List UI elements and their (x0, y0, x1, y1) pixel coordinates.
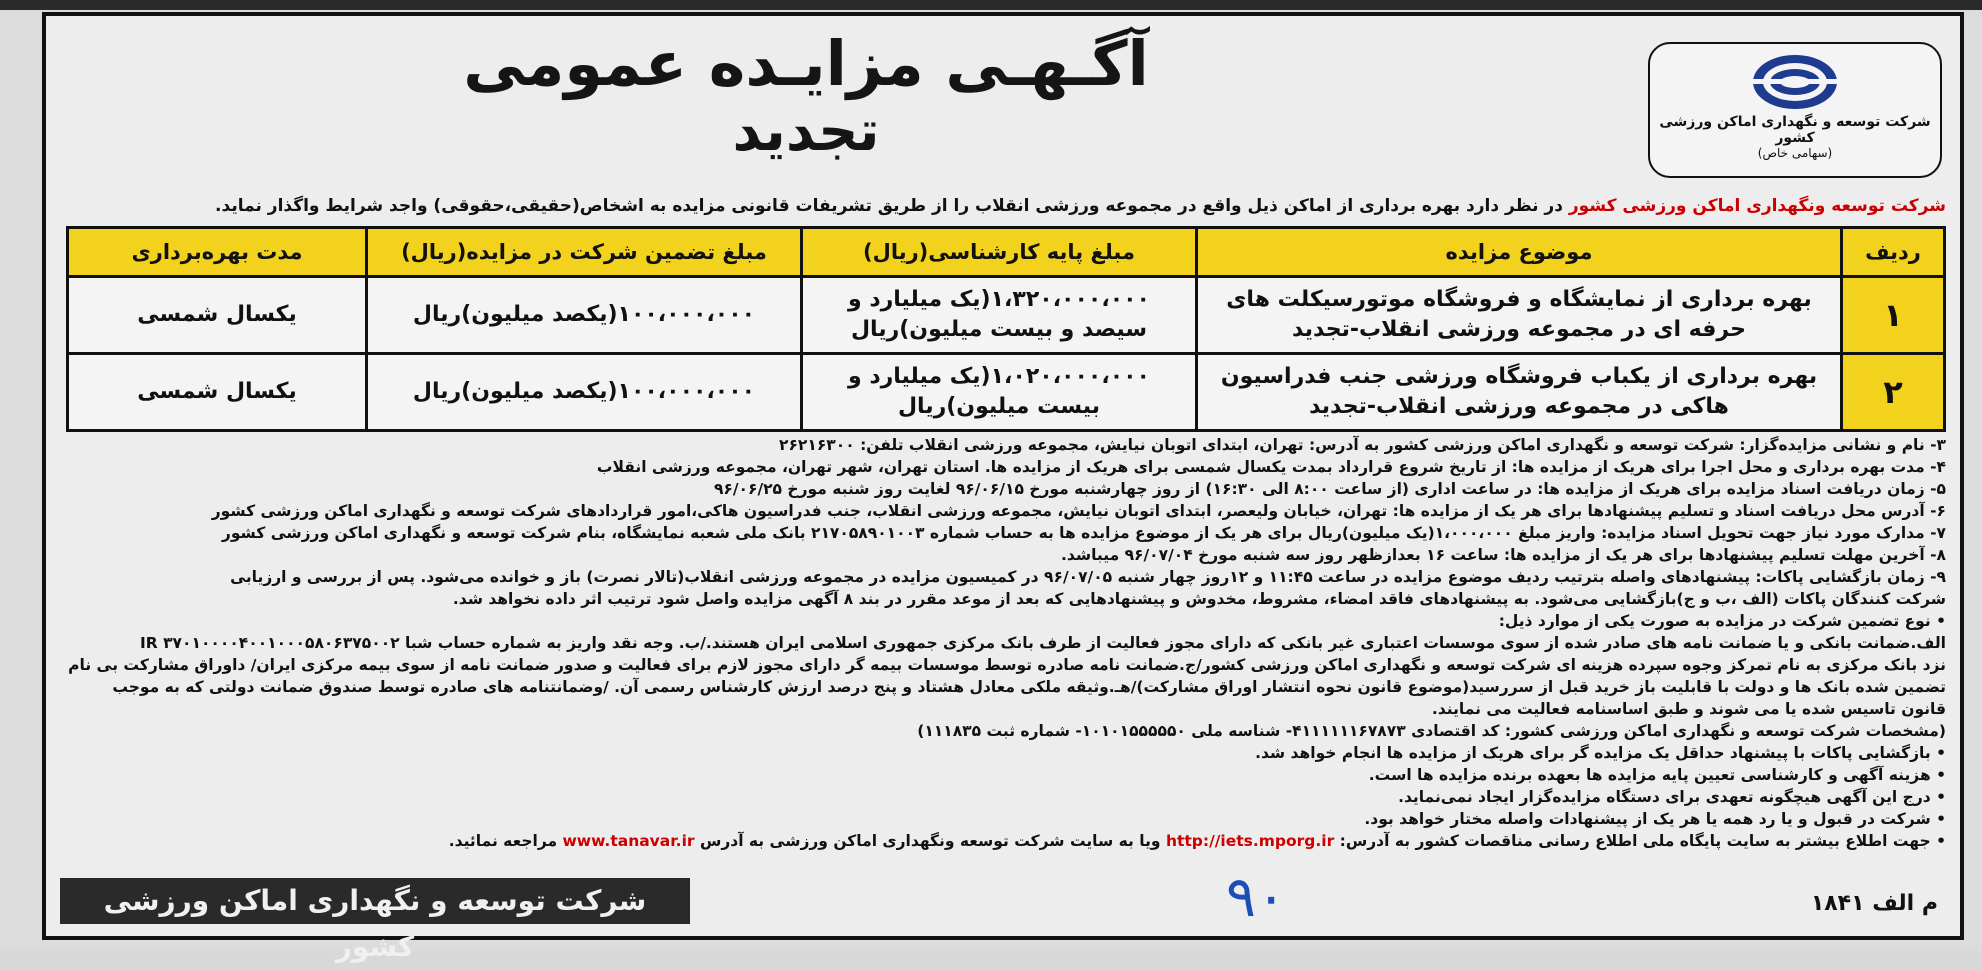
note-item: ۳- نام و نشانی مزایده‌گزار: شرکت توسعه و نگهداری اماکن ورزشی کشور به آدرس: تهران، ابتدای اتوبان نیایش، مجموعه ورزشی انقلاب تلفن: ۲۶۲۱۶۳۰۰ (779, 436, 1946, 454)
auction-table (66, 226, 1946, 432)
website-note-pre: • جهت اطلاع بیشتر به سایت پایگاه ملی اطلاع رسانی مناقصات کشور به آدرس: (1339, 832, 1946, 850)
website-note-mid: ویا به سایت شرکت توسعه ونگهداری اماکن ورزشی به آدرس (699, 832, 1161, 850)
ad-title (426, 26, 1186, 162)
note-item: تضمین شده بانک ها و دولت با قابلیت باز خرید قبل از سررسید(موضوع قانون نحوه انتشار اوراق مشارکت)/هـ.وثیقه ملکی معادل هشتاد و پنج درصد ارزش کارشناس رسمی آن. /وضمانتنامه های صادره توسط صندوق ضمانت دولتی که به موجب (112, 678, 1946, 696)
row-subject: بهره برداری از یکباب فروشگاه ورزشی جنب فدراسیون هاکی در مجموعه ورزشی انقلاب-تجدید (1197, 354, 1842, 431)
row-subject: بهره برداری از نمایشگاه و فروشگاه موتورسیکلت های حرفه ای در مجموعه ورزشی انقلاب-تجدید (1197, 277, 1842, 354)
title-main: آگـهـی مزایـده عمومی (463, 27, 1149, 100)
intro-org: شرکت توسعه ونگهداری اماکن ورزشی کشور (1568, 196, 1946, 216)
website-note (66, 830, 1946, 852)
conditions-list (66, 434, 1946, 852)
note-item: • شرکت در قبول و یا رد همه یا هر یک از پیشنهادات واصله مختار خواهد بود. (1364, 810, 1946, 828)
note-item: ۸- آخرین مهلت تسلیم پیشنهادها برای هر یک از مزایده ها: ساعت ۱۶ بعدازظهر روز سه شنبه مورخ ۹۶/۰۷/۰۴ میباشد. (1061, 546, 1946, 564)
note-item: • بازگشایی پاکات با پیشنهاد حداقل یک مزایده گر برای هریک از مزایده ها انجام خواهد شد. (1255, 744, 1946, 762)
note-item: • نوع تضمین شرکت در مزایده به صورت یکی از موارد ذیل: (1498, 612, 1946, 630)
col-deposit: مبلغ تضمین شرکت در مزایده(ریال) (367, 228, 802, 277)
note-item: نزد بانک مرکزی به نام تمرکز وجوه سپرده هزینه ای شرکت توسعه و نگهداری اماکن ورزشی کشور/ج.ضمانت نامه صادره توسط موسسات بیمه گر دارای مجوز لازم برای فعالیت و صدور ضمانت نامه از سوی بیمه مرکزی ایران/ داوراق مشارکت بی نام (68, 656, 1946, 674)
col-duration: مدت بهره‌برداری (68, 228, 367, 277)
intro-text: در نظر دارد بهره برداری از اماکن ذیل واقع در مجموعه ورزشی انقلاب را از طریق تشریفات قانونی مزایده به اشخاص(حقیقی،حقوقی) واجد شرایط واگذار نماید. (215, 196, 1563, 216)
note-item: ۵- زمان دریافت اسناد مزایده برای هریک از مزایده ها: در ساعت اداری (از ساعت ۸:۰۰ الی ۱۶:۳۰) از روز چهارشنبه مورخ ۹۶/۰۶/۱۵ لغایت روز شنبه مورخ ۹۶/۰۶/۲۵ (713, 480, 1946, 498)
note-item: قانون تاسیس شده یا می شوند و طبق اساسنامه فعالیت می نمایند. (1431, 700, 1946, 718)
note-item: ۷- مدارک مورد نیاز جهت تحویل اسناد مزایده: واریز مبلغ ۱،۰۰۰،۰۰۰(یک میلیون)ریال برای هر یک از موضوع مزایده ها به حساب شماره ۲۱۷۰۵۸۹۰۱۰۰۳ بانک ملی شعبه نمایشگاه، بنام شرکت توسعه و نگهداری اماکن ورزشی کشور (221, 524, 1946, 542)
row-no: ۱ (1842, 277, 1945, 354)
logo-company-type: (سهامی خاص) (1757, 146, 1833, 160)
company-logo (1648, 42, 1942, 178)
row-no: ۲ (1842, 354, 1945, 431)
ad-frame (42, 12, 1964, 963)
row-deposit: ۱۰۰،۰۰۰،۰۰۰(یکصد میلیون)ریال (367, 277, 802, 354)
note-item: ۴- مدت بهره برداری و محل اجرا برای هریک از مزایده ها: از تاریخ شروع قرارداد بمدت یکسال شمسی برای هریک از مزایده ها. استان تهران، شهر تهران، مجموعه ورزشی انقلاب (596, 458, 1946, 476)
col-no: ردیف (1842, 228, 1945, 277)
note-item: الف.ضمانت بانکی و یا ضمانت نامه های صادر شده از سوی موسسات اعتباری غیر بانکی که دارای مجوز فعالیت از طرف بانک مرکزی جمهوری اسلامی ایران هستند./ب. وجه نقد واریز به شماره حساب شبا IR ۳۷۰۱۰۰۰۰۴۰۰۱۰۰۰۵۸۰۶۳۷۵۰۰۲ (140, 634, 1946, 652)
footer-company-bar: شرکت توسعه و نگهداری اماکن ورزشی کشور (60, 878, 690, 924)
ad-code: م الف ۱۸۴۱ (1810, 891, 1938, 916)
note-item: شرکت کنندگان پاکات (الف ،ب و ج)بازگشایی می‌شود. به پیشنهادهای فاقد امضاء، مشروط، مخدوش و پیشنهادهایی که بعد از موعد مقرر در بند ۸ آگهی مزایده واصل شود ترتیب اثر داده نخواهد شد. (452, 590, 1946, 608)
col-base-price: مبلغ پایه کارشناسی(ریال) (802, 228, 1197, 277)
intro-paragraph (66, 194, 1946, 218)
note-item: (مشخصات شرکت توسعه و نگهداری اماکن ورزشی کشور: کد اقتصادی ۴۱۱۱۱۱۱۶۷۸۷۳- شناسه ملی ۱۰۱۰۱۵۵۵۵۵۰- شماره ثبت ۱۱۱۸۳۵) (917, 722, 1946, 740)
emblem-icon (1750, 52, 1840, 112)
note-item: ۹- زمان بازگشایی پاکات: پیشنهادهای واصله بترتیب ردیف موضوع مزایده در ساعت ۱۱:۴۵ و ۱۲روز چهار شنبه ۹۶/۰۷/۰۵ در کمیسیون مزایده در مجموعه ورزشی انقلاب(تالار نصرت) باز و خوانده می‌شود. پس از بررسی و ارزیابی (230, 568, 1946, 586)
row-duration: یکسال شمسی (68, 277, 367, 354)
handwritten-number: ۹۰ (1226, 865, 1287, 930)
row-duration: یکسال شمسی (68, 354, 367, 431)
note-item: • هزینه آگهی و کارشناسی تعیین پایه مزایده ها بعهده برنده مزایده ها است. (1368, 766, 1946, 784)
note-item: ۶- آدرس محل دریافت اسناد و تسلیم پیشنهادها برای هر یک از مزایده ها: تهران، خیابان ولیعصر، ابتدای اتوبان نیایش، مجموعه ورزشی انقلاب، جنب فدراسیون هاکی،امور قراردادهای شرکت توسعه و نگهداری اماکن ورزشی کشور (211, 502, 1946, 520)
table-row (68, 277, 1945, 354)
website-note-post: مراجعه نمائید. (448, 832, 558, 850)
col-subject: موضوع مزایده (1197, 228, 1842, 277)
logo-company-name: شرکت توسعه و نگهداری اماکن ورزشی کشور (1659, 114, 1931, 146)
iets-link[interactable]: http://iets.mporg.ir (1165, 832, 1335, 850)
table-header-row (68, 228, 1945, 277)
title-renewal: تجدید (732, 99, 880, 164)
row-base-price: ۱،۳۲۰،۰۰۰،۰۰۰(یک میلیارد و سیصد و بیست میلیون)ریال (802, 277, 1197, 354)
tanavar-link[interactable]: www.tanavar.ir (562, 832, 695, 850)
table-row (68, 354, 1945, 431)
row-deposit: ۱۰۰،۰۰۰،۰۰۰(یکصد میلیون)ریال (367, 354, 802, 431)
note-item: • درج این آگهی هیچگونه تعهدی برای دستگاه مزایده‌گزار ایجاد نمی‌نماید. (1398, 788, 1946, 806)
top-strip (0, 0, 1982, 10)
row-base-price: ۱،۰۲۰،۰۰۰،۰۰۰(یک میلیارد و بیست میلیون)ریال (802, 354, 1197, 431)
